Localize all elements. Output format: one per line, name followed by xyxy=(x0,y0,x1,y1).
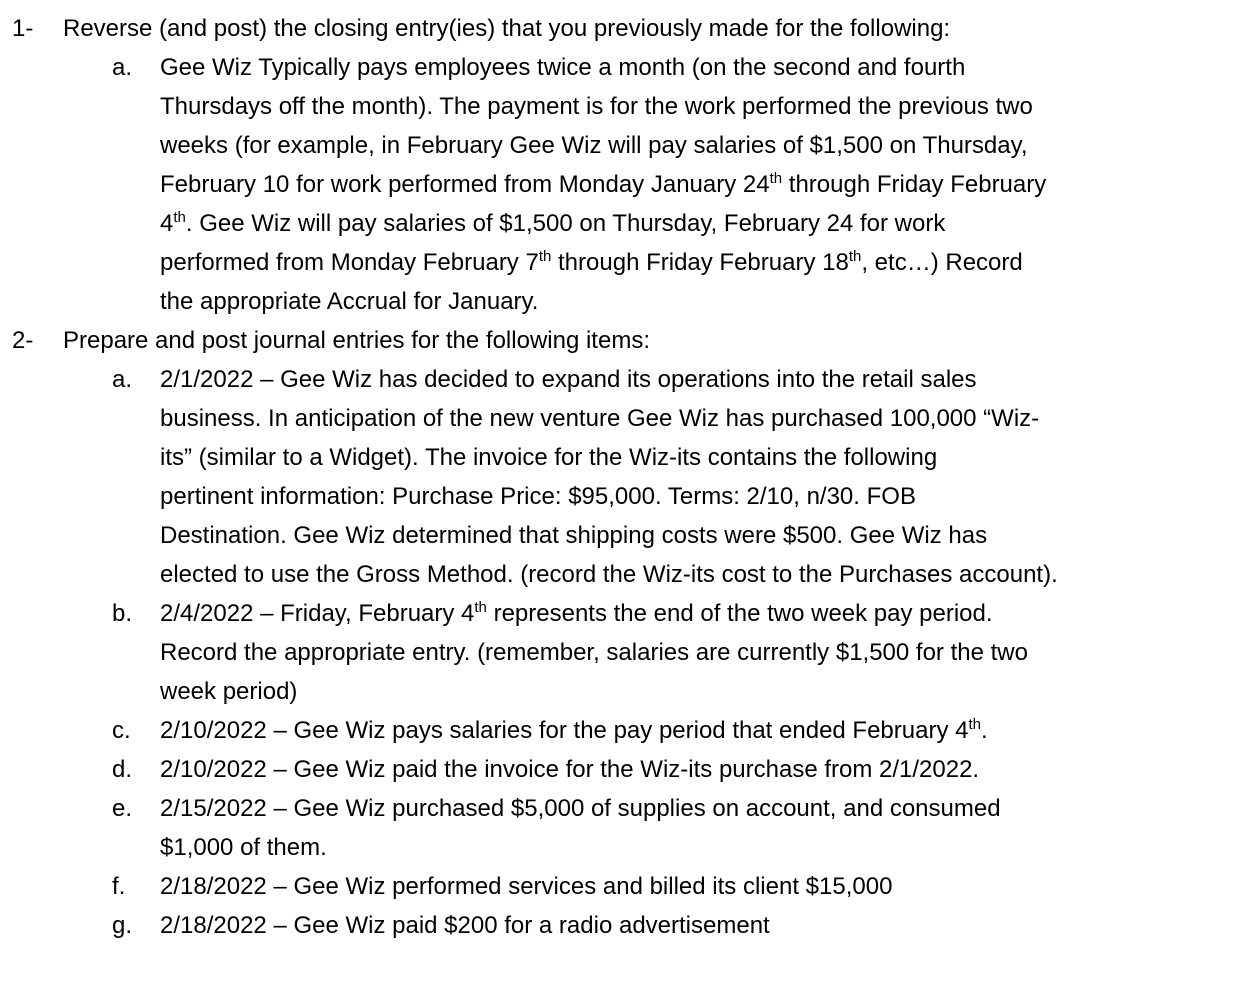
sub-item-text xyxy=(160,555,1058,594)
sub-item-letter: a. xyxy=(112,366,133,393)
text-segment: $1,000 of them. xyxy=(160,834,327,861)
sub-item-letter: b. xyxy=(112,600,133,627)
text-segment: weeks (for example, in February Gee Wiz will pay salaries of $1,500 on Thursday, xyxy=(160,132,1028,159)
sub-item-line xyxy=(0,828,1258,867)
text-segment: . xyxy=(981,717,988,744)
sub-item-line xyxy=(0,672,1258,711)
sub-item-text xyxy=(160,828,327,867)
sub-item-line xyxy=(0,282,1258,321)
text-segment: 2/10/2022 – Gee Wiz pays salaries for the pay period that ended February 4 xyxy=(160,717,969,744)
sub-item-text xyxy=(160,165,1046,204)
sub-item-line xyxy=(0,750,1258,789)
sub-item-line xyxy=(0,126,1258,165)
sub-item-line xyxy=(0,555,1258,594)
sub-item-text xyxy=(160,282,538,321)
sub-item-text xyxy=(160,867,892,906)
sub-item-line xyxy=(0,906,1258,945)
sub-item-line xyxy=(0,204,1258,243)
sub-item-text xyxy=(160,906,770,945)
item-number: 2- xyxy=(12,327,34,354)
sub-item-letter: g. xyxy=(112,912,133,939)
sub-item-letter: c. xyxy=(112,717,131,744)
sub-item-text xyxy=(160,516,987,555)
sub-item-text xyxy=(160,750,979,789)
sub-item-line xyxy=(0,711,1258,750)
text-segment: 4 xyxy=(160,210,174,237)
sub-item-text xyxy=(160,87,1033,126)
sub-item-text xyxy=(160,633,1028,672)
text-segment: . Gee Wiz will pay salaries of $1,500 on Thursday, February 24 for work xyxy=(185,210,946,237)
sub-item-text xyxy=(160,243,1023,282)
superscript: th xyxy=(769,170,783,187)
text-segment: February 10 for work performed from Monday January 24 xyxy=(160,171,770,198)
text-segment: , etc…) Record xyxy=(861,249,1023,276)
text-segment: Record the appropriate entry. (remember, salaries are currently $1,500 for the two xyxy=(160,639,1028,666)
sub-item-letter: d. xyxy=(112,756,133,783)
text-segment: Destination. Gee Wiz determined that shipping costs were $500. Gee Wiz has xyxy=(160,522,988,549)
sub-item-text xyxy=(160,126,1028,165)
sub-item-text xyxy=(160,477,916,516)
text-segment: through Friday February xyxy=(782,171,1047,198)
sub-item-line xyxy=(0,399,1258,438)
sub-item-text xyxy=(160,672,297,711)
sub-item-line xyxy=(0,48,1258,87)
sub-item-line xyxy=(0,789,1258,828)
sub-item-line xyxy=(0,516,1258,555)
superscript: th xyxy=(848,248,862,265)
item-number: 1- xyxy=(12,15,34,42)
text-segment: 2/1/2022 – Gee Wiz has decided to expand its operations into the retail sales xyxy=(160,366,977,393)
sub-item-line xyxy=(0,438,1258,477)
text-segment: elected to use the Gross Method. (record the Wiz-its cost to the Purchases account). xyxy=(160,561,1058,588)
sub-item-line xyxy=(0,243,1258,282)
sub-item-text xyxy=(160,399,1039,438)
text-segment: week period) xyxy=(160,678,298,705)
text-segment: 2/4/2022 – Friday, February 4 xyxy=(160,600,475,627)
item-text: Reverse (and post) the closing entry(ies) that you previously made for the following: xyxy=(63,15,951,42)
text-segment: performed from Monday February 7 xyxy=(160,249,539,276)
text-segment: Gee Wiz Typically pays employees twice a month (on the second and fourth xyxy=(160,54,966,81)
superscript: th xyxy=(474,599,487,616)
sub-item-text xyxy=(160,711,988,750)
text-segment: business. In anticipation of the new venture Gee Wiz has purchased 100,000 “Wiz- xyxy=(160,405,1040,432)
text-segment: pertinent information: Purchase Price: $95,000. Terms: 2/10, n/30. FOB xyxy=(160,483,916,510)
sub-item-line xyxy=(0,87,1258,126)
sub-item-letter: a. xyxy=(112,54,133,81)
sub-item-line xyxy=(0,477,1258,516)
sub-item-text xyxy=(160,789,1001,828)
sub-item-text xyxy=(160,204,945,243)
sub-item-text xyxy=(160,438,937,477)
superscript: th xyxy=(968,716,981,733)
sub-item-letter: e. xyxy=(112,795,133,822)
sub-item-line xyxy=(0,594,1258,633)
sub-item-line xyxy=(0,360,1258,399)
text-segment: Thursdays off the month). The payment is for the work performed the previous two xyxy=(160,93,1033,120)
sub-item-line xyxy=(0,633,1258,672)
text-segment: through Friday February 18 xyxy=(551,249,849,276)
text-segment: its” (similar to a Widget). The invoice for the Wiz-its contains the following xyxy=(160,444,938,471)
numbered-item-heading xyxy=(0,9,1258,48)
item-text: Prepare and post journal entries for the following items: xyxy=(63,327,650,354)
sub-item-text xyxy=(160,594,993,633)
text-segment: 2/18/2022 – Gee Wiz paid $200 for a radio advertisement xyxy=(160,912,770,939)
sub-item-line xyxy=(0,165,1258,204)
text-segment: 2/18/2022 – Gee Wiz performed services and billed its client $15,000 xyxy=(160,873,893,900)
numbered-item-heading xyxy=(0,321,1258,360)
text-segment: 2/10/2022 – Gee Wiz paid the invoice for the Wiz-its purchase from 2/1/2022. xyxy=(160,756,980,783)
sub-item-text xyxy=(160,360,977,399)
superscript: th xyxy=(173,209,186,226)
sub-item-line xyxy=(0,867,1258,906)
sub-item-letter: f. xyxy=(112,873,126,900)
sub-item-text xyxy=(160,48,965,87)
text-segment: represents the end of the two week pay period. xyxy=(486,600,993,627)
text-segment: 2/15/2022 – Gee Wiz purchased $5,000 of supplies on account, and consumed xyxy=(160,795,1001,822)
text-segment: the appropriate Accrual for January. xyxy=(160,288,539,315)
superscript: th xyxy=(538,248,552,265)
